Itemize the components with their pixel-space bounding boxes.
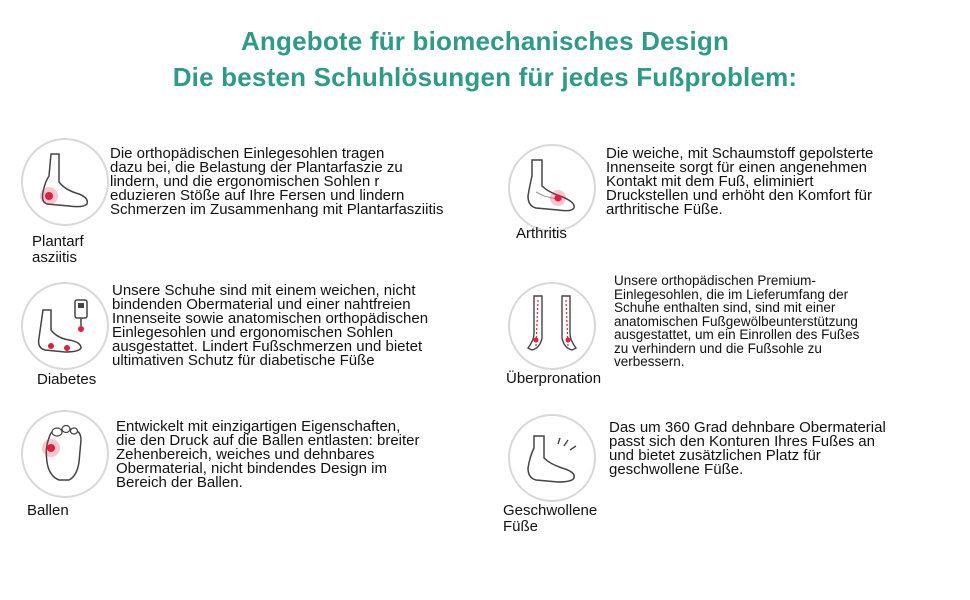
item-label-plantar: Plantarf asziitis [32, 233, 84, 266]
plantar-fasciitis-foot-icon [21, 138, 109, 226]
bunion-foot-icon [21, 410, 109, 498]
item-desc-swollen: Das um 360 Grad dehnbare Obermaterial passt sich den Konturen Ihres Fußes an und bietet zusätzlichen Platz für geschwollene Füße. [609, 419, 886, 478]
overpronation-legs-icon [508, 282, 596, 370]
item-label-diabetes: Diabetes [37, 371, 97, 388]
item-label-arthritis: Arthritis [516, 225, 567, 242]
swollen-foot-icon [508, 414, 596, 502]
arthritis-foot-icon [508, 144, 596, 232]
item-desc-overpronation: Unsere orthopädischen Premium- Einlegesohlen, die im Lieferumfang der Schuhe enthalten sind, sind mit einer anatomischen Fußgewölbeunterstützung ausgestattet, um ein Einrollen des Fußes zu verhindern und die Fußsohle zu verbessern. [614, 273, 860, 369]
item-label-swollen: Geschwollene Füße [503, 502, 598, 535]
item-label-overpronation: Überpronation [506, 370, 602, 387]
item-desc-diabetes: Unsere Schuhe sind mit einem weichen, nicht bindenden Obermaterial und einer nahtfreien Innenseite sowie anatomischen orthopädischen Einlegesohlen und ergonomischen Sohlen ausgestattet. Lindert Fußschmerzen und bietet ultimativen Schutz für diabetische Füße [112, 282, 429, 369]
page-title: Angebote für biomechanisches Design [240, 26, 730, 56]
diabetes-foot-icon [21, 282, 109, 370]
item-desc-plantar: Die orthopädischen Einlegesohlen tragen dazu bei, die Belastung der Plantarfaszie zu lindern, und die ergonomischen Sohlen r eduzieren Stöße auf Ihre Fersen und lindern Schmerzen im Zusammenhang mit Plantarfasziitis [110, 145, 444, 218]
item-desc-bunion: Entwickelt mit einzigartigen Eigenschaften, die den Druck auf die Ballen entlasten: breiter Zehenbereich, weiches und dehnbares Obermaterial, nicht bindendes Design im Bereich der Ballen. [116, 418, 420, 491]
item-desc-arthritis: Die weiche, mit Schaumstoff gepolsterte Innenseite sorgt für einen angenehmen Kontakt mit dem Fuß, eliminiert Druckstellen und erhöht den Komfort für arthritische Füße. [606, 145, 874, 218]
item-label-bunion: Ballen [27, 502, 69, 519]
page-subtitle: Die besten Schuhlösungen für jedes Fußproblem: [172, 62, 798, 92]
